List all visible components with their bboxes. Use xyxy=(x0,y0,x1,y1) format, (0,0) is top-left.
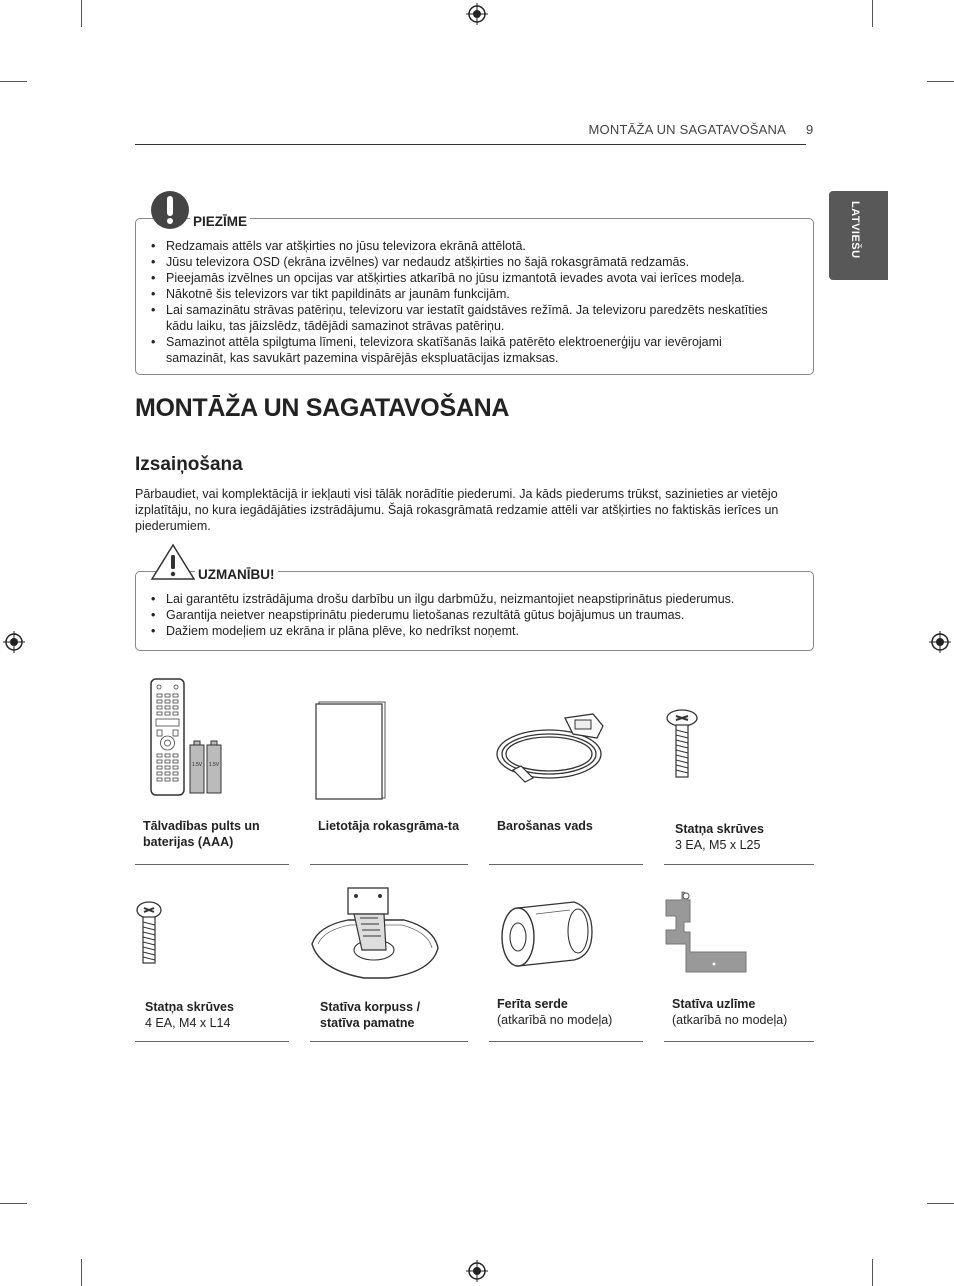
accessory-item xyxy=(143,818,288,850)
accessory-item xyxy=(318,818,463,834)
remote-batteries-icon xyxy=(148,677,228,799)
registration-mark-icon xyxy=(466,1260,488,1282)
accessory-detail: (atkarībā no modeļa) xyxy=(672,1013,788,1027)
exclamation-icon xyxy=(150,190,190,230)
short-screw-icon xyxy=(134,900,164,966)
item-divider xyxy=(664,864,814,865)
registration-mark-icon xyxy=(929,631,951,653)
accessory-name: Barošanas vads xyxy=(497,819,593,833)
note-item: • Lai samazinātu strāvas patēriņu, televizoru var iestatīt gaidstāves režīmā. Ja televizoru paredzēts neskatīties kādu laiku, tas jāizslēdz, tādējādi samazinot strāvas patēriņu. xyxy=(166,302,813,334)
stand-sticker-icon xyxy=(662,888,752,974)
caution-box xyxy=(135,571,814,651)
accessory-name: Statņa skrūves xyxy=(675,822,764,836)
language-tab xyxy=(829,191,888,280)
ferrite-core-icon xyxy=(500,898,596,972)
crop-mark xyxy=(872,1259,873,1286)
long-screw-icon xyxy=(664,708,700,780)
stand-icon xyxy=(308,884,442,984)
note-item: • Jūsu televizora OSD (ekrāna izvēlnes) var nedaudz atšķirties no šajā rokasgrāmatā redzamās. xyxy=(166,254,813,270)
accessory-item xyxy=(497,996,642,1028)
caution-item: • Garantija neietver neapstiprinātu piederumu lietošanas rezultātā gūtus bojājumus un traumas. xyxy=(166,607,813,623)
section-title: Izsaiņošana xyxy=(135,454,243,475)
language-tab-label: LATVIEŠU xyxy=(849,201,861,259)
accessory-item xyxy=(675,821,815,853)
header-rule xyxy=(135,144,806,145)
item-divider xyxy=(489,1041,643,1042)
registration-mark-icon xyxy=(3,631,25,653)
caution-label: UZMANĪBU! xyxy=(195,567,278,582)
note-item: • Samazinot attēla spilgtuma līmeni, televizora skatīšanās laikā patērēto elektroenerģiju var ievērojami samazināt, kas savukārt pazemina vispārējās ekspluatācijas izmaksas. xyxy=(166,334,813,366)
page-title: MONTĀŽA UN SAGATAVOŠANA xyxy=(135,394,510,422)
note-item: • Pieejamās izvēlnes un opcijas var atšķirties atkarībā no jūsu izmantotā ievades avota vai ierīces modeļa. xyxy=(166,270,813,286)
accessory-item xyxy=(672,996,812,1028)
note-box xyxy=(135,218,814,375)
accessory-name: Statīva korpuss / statīva pamatne xyxy=(320,1000,421,1030)
note-label: PIEZĪME xyxy=(190,214,250,229)
note-item: • Nākotnē šis televizors var tikt papildināts ar jaunām funkcijām. xyxy=(166,286,813,302)
caution-item: • Dažiem modeļiem uz ekrāna ir plāna plēve, ko nedrīkst noņemt. xyxy=(166,623,813,639)
caution-item: • Lai garantētu izstrādājuma drošu darbību un ilgu darbmūžu, neizmantojiet neapstiprinātus piederumus. xyxy=(166,591,813,607)
accessory-item xyxy=(320,999,460,1031)
accessory-name: Statīva uzlīme xyxy=(672,997,756,1011)
accessory-detail: (atkarībā no modeļa) xyxy=(497,1013,613,1027)
registration-mark-icon xyxy=(466,3,488,25)
crop-mark xyxy=(0,1203,27,1204)
crop-mark xyxy=(927,81,954,82)
crop-mark xyxy=(927,1203,954,1204)
power-cord-icon xyxy=(493,710,611,784)
warning-triangle-icon xyxy=(150,543,196,581)
item-divider xyxy=(664,1041,814,1042)
accessory-item xyxy=(145,999,290,1031)
running-header: MONTĀŽA UN SAGATAVOŠANA xyxy=(588,122,786,137)
battery-voltage-label: 1.5V xyxy=(208,762,220,768)
note-item: • Redzamais attēls var atšķirties no jūsu televizora ekrānā attēlotā. xyxy=(166,238,813,254)
crop-mark xyxy=(0,81,27,82)
accessory-item xyxy=(497,818,642,834)
item-divider xyxy=(135,864,289,865)
crop-mark xyxy=(81,1259,82,1286)
accessory-name: Statņa skrūves xyxy=(145,1000,234,1014)
accessory-name: Ferīta serde xyxy=(497,997,568,1011)
crop-mark xyxy=(81,0,82,27)
item-divider xyxy=(135,1041,289,1042)
page-number: 9 xyxy=(806,122,814,137)
item-divider xyxy=(310,1041,468,1042)
accessory-name: Lietotāja rokasgrāma-ta xyxy=(318,819,460,833)
accessory-detail: 4 EA, M4 x L14 xyxy=(145,1016,231,1030)
crop-mark xyxy=(872,0,873,27)
item-divider xyxy=(489,864,643,865)
item-divider xyxy=(310,864,468,865)
section-paragraph: Pārbaudiet, vai komplektācijā ir iekļauti visi tālāk norādītie piederumi. Ja kāds piederums trūkst, sazinieties ar vietējo izplatītāju, no kura iegādājāties izstrādājumu. Šajā rokasgrāmatā redzamie attēli var atšķirties no faktiskās ierīces un piederumiem. xyxy=(135,487,779,533)
accessory-name: Tālvadības pults un baterijas (AAA) xyxy=(143,819,260,849)
accessory-detail: 3 EA, M5 x L25 xyxy=(675,838,761,852)
manual-icon xyxy=(313,700,389,802)
battery-voltage-label: 1.5V xyxy=(191,762,203,768)
